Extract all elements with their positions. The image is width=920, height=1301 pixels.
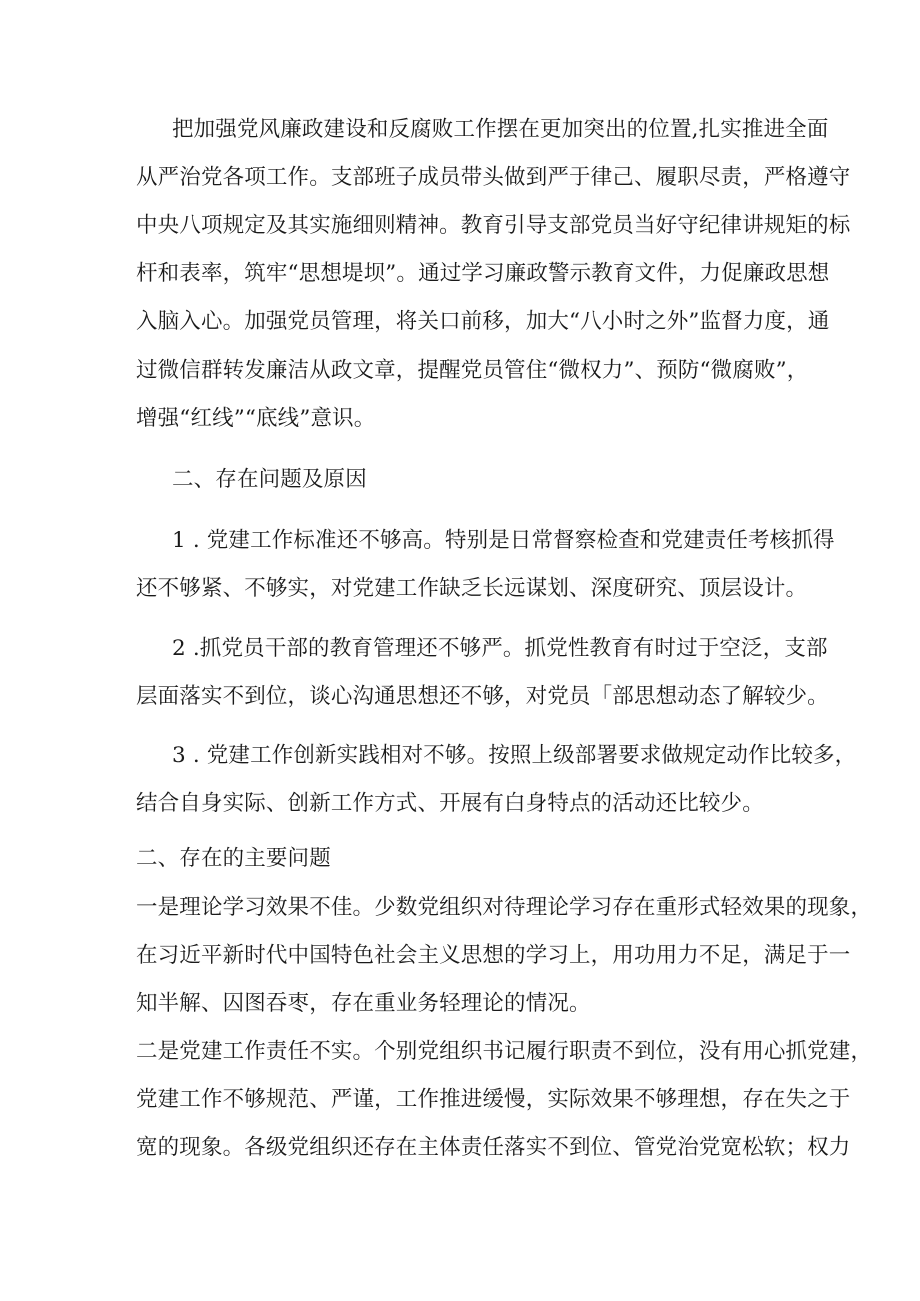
section-heading: 二、存在问题及原因 [172, 467, 367, 492]
text-line: 党建工作不够规范、严谨，工作推进缓慢，实际效果不够理想，存在失之于 [136, 1087, 851, 1112]
text-line: 二是党建工作责任不实。个别党组织书记履行职责不到位，没有用心抓党建， [136, 1039, 873, 1064]
text-line: 还不够紧、不够实，对党建工作缺乏长远谋划、深度研究、顶层设计。 [136, 576, 808, 601]
text-line: 结合自身实际、创新工作方式、开展有白身特点的活动还比较少。 [136, 791, 764, 816]
section-heading: 二、存在的主要问题 [136, 846, 331, 871]
text-line: 1 . 党建工作标准还不够高。特别是日常督察检查和党建责任考核抓得 [172, 528, 835, 553]
text-line: 在习近平新时代中国特色社会主义思想的学习上，用功用力不足，满足于一 [136, 943, 851, 968]
text-line: 从严治党各项工作。支部班子成员带头做到严于律己、履职尽责，严格遵守 [136, 165, 851, 190]
text-line: 2 .抓党员干部的教育管理还不够严。抓党性教育有时过于空泛，支部 [172, 636, 828, 661]
text-line: 杆和表率，筑牢“思想堤坝”。通过学习廉政警示教育文件，力促廉政思想 [136, 261, 830, 286]
text-line: 层面落实不到位，谈心沟通思想还不够，对党员「部思想动态了解较少。 [136, 684, 829, 709]
text-line: 一是理论学习效果不佳。少数党组织对待理论学习存在重形式轻效果的现象， [136, 895, 873, 920]
text-line: 把加强党风廉政建设和反腐败工作摆在更加突出的位置,扎实推进全面 [172, 117, 829, 142]
text-line: 知半解、囚图吞枣，存在重业务轻理论的情况。 [136, 991, 591, 1016]
text-line: 入脑入心。加强党员管理，将关口前移，加大“八小时之外”监督力度，通 [136, 309, 830, 334]
text-line: 过微信群转发廉洁从政文章，提醒党员管住“微权力”、预防“微腐败”， [136, 358, 809, 383]
text-line: 中央八项规定及其实施细则精神。教育引导支部党员当好守纪律讲规矩的标 [136, 213, 851, 238]
text-line: 增强“红线”“底线”意识。 [136, 406, 376, 431]
text-line: 宽的现象。各级党组织还存在主体责任落实不到位、管党治党宽松软；权力 [136, 1135, 851, 1160]
text-line: 3 . 党建工作创新实践相对不够。按照上级部署要求做规定动作比较多， [172, 743, 857, 768]
